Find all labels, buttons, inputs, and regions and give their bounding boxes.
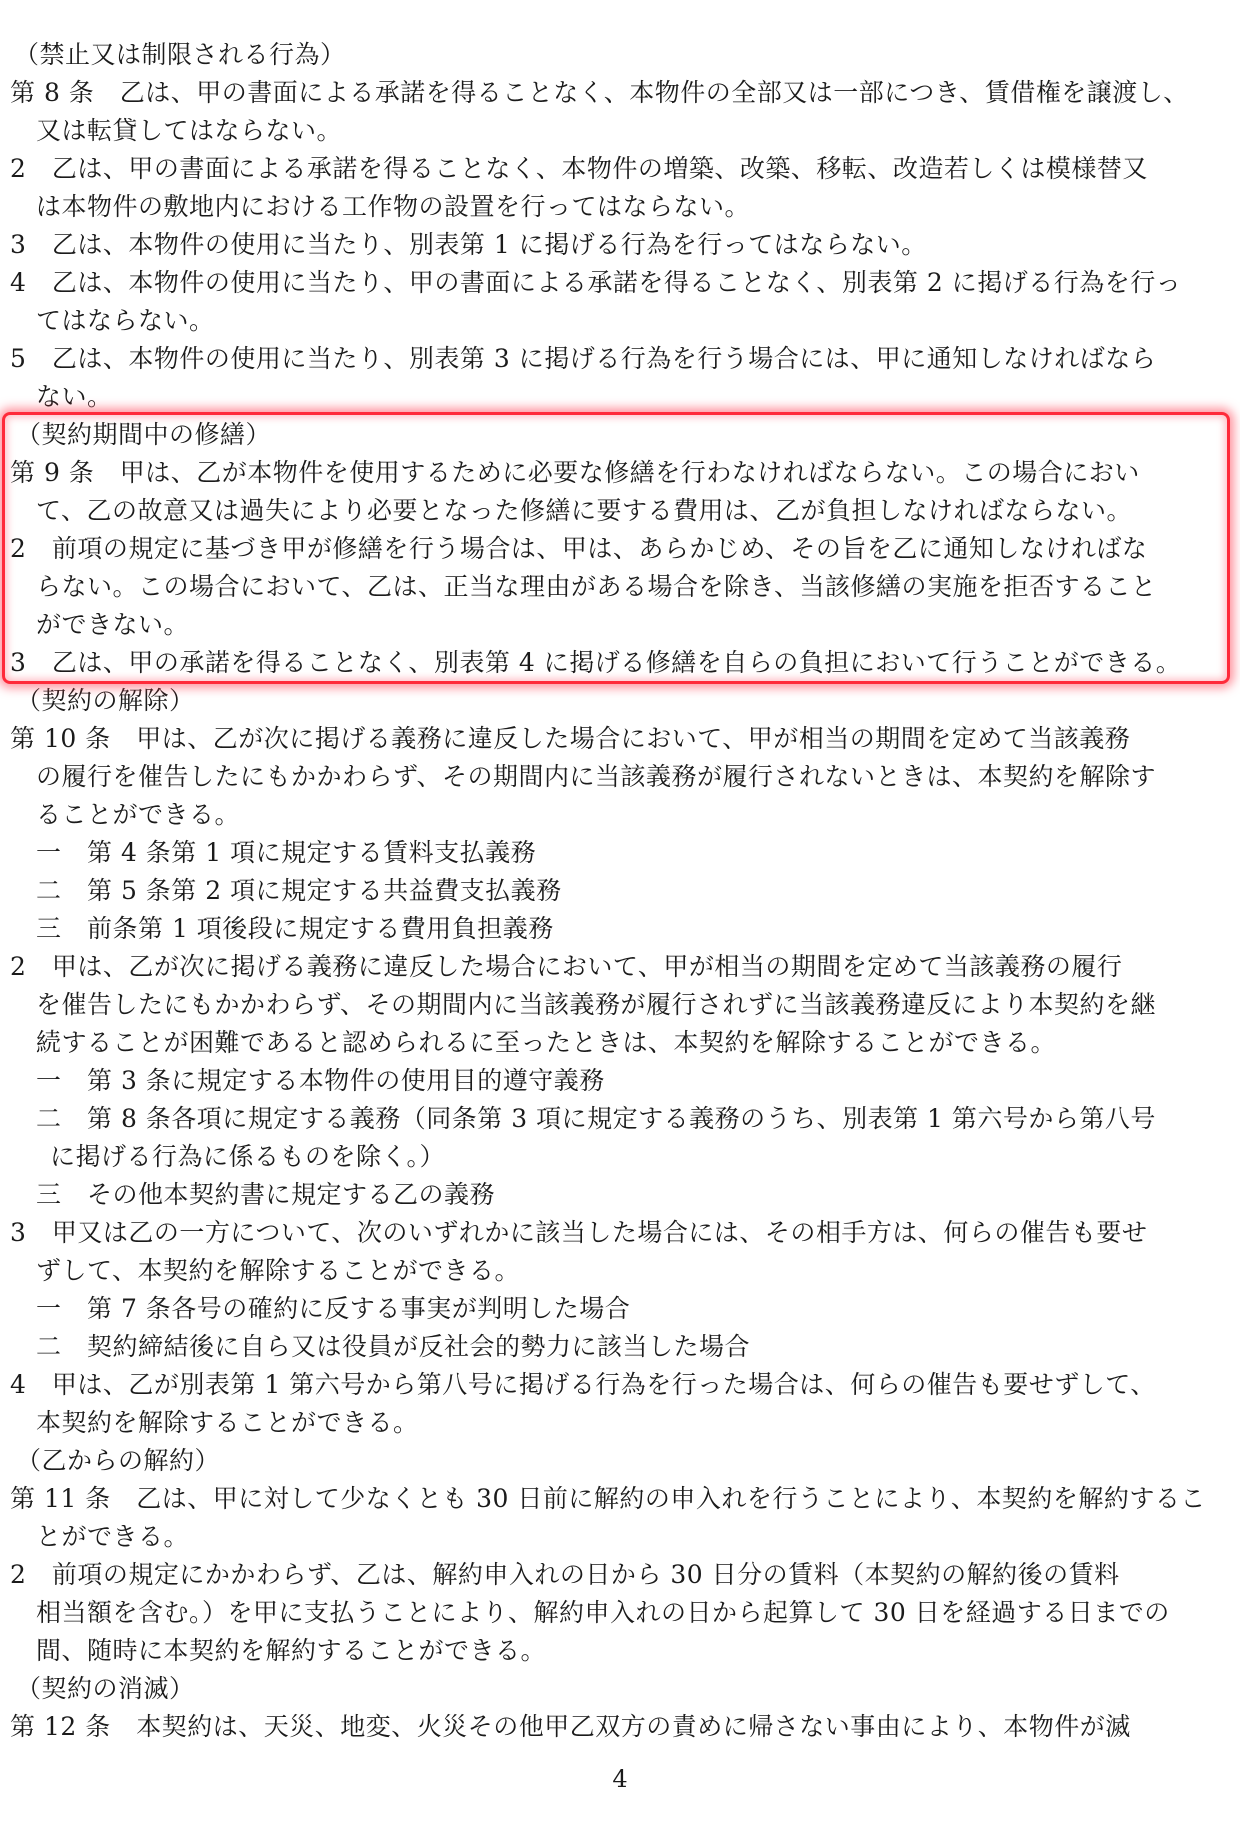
text-line: の履行を催告したにもかかわらず、その期間内に当該義務が履行されないときは、本契約を解除す: [36, 762, 1157, 791]
text-line: とができる。: [36, 1522, 190, 1551]
text-line: （禁止又は制限される行為）: [14, 40, 346, 69]
text-line: て、乙の故意又は過失により必要となった修繕に要する費用は、乙が負担しなければならない。: [36, 496, 1133, 525]
text-line: ることができる。: [36, 800, 241, 829]
text-line: 2 前項の規定にかかわらず、乙は、解約申入れの日から 30 日分の賃料（本契約の解約後の賃料: [10, 1560, 1120, 1589]
page-number: 4: [612, 1765, 628, 1793]
text-line: 二 第 8 条各項に規定する義務（同条第 3 項に規定する義務のうち、別表第 1 第六号から第八号: [36, 1104, 1156, 1133]
text-line: 第 11 条 乙は、甲に対して少なくとも 30 日前に解約の申入れを行うことにより、本契約を解約するこ: [10, 1484, 1206, 1513]
text-line: 三 前条第 1 項後段に規定する費用負担義務: [36, 914, 554, 943]
text-line: 3 乙は、本物件の使用に当たり、別表第 1 に掲げる行為を行ってはならない。: [10, 230, 927, 259]
text-line: らない。この場合において、乙は、正当な理由がある場合を除き、当該修繕の実施を拒否すること: [36, 572, 1157, 601]
text-line: 2 前項の規定に基づき甲が修繕を行う場合は、甲は、あらかじめ、その旨を乙に通知しなければな: [10, 534, 1148, 563]
text-line: 二 契約締結後に自ら又は役員が反社会的勢力に該当した場合: [36, 1332, 751, 1361]
text-line: 一 第 7 条各号の確約に反する事実が判明した場合: [36, 1294, 631, 1323]
text-line: 第 9 条 甲は、乙が本物件を使用するために必要な修繕を行わなければならない。この場合におい: [10, 458, 1140, 487]
text-line: 二 第 5 条第 2 項に規定する共益費支払義務: [36, 876, 562, 905]
text-line: 4 甲は、乙が別表第 1 第六号から第八号に掲げる行為を行った場合は、何らの催告も要せずして、: [10, 1370, 1156, 1399]
text-line: 間、随時に本契約を解約することができる。: [36, 1636, 547, 1665]
text-line: （契約の解除）: [16, 686, 195, 715]
text-line: を催告したにもかかわらず、その期間内に当該義務が履行されずに当該義務違反により本契約を継: [36, 990, 1157, 1019]
text-line: （乙からの解約）: [16, 1446, 221, 1475]
text-line: 一 第 3 条に規定する本物件の使用目的遵守義務: [36, 1066, 605, 1095]
text-line: ない。: [36, 382, 113, 411]
text-line: に掲げる行為に係るものを除く。）: [50, 1142, 446, 1171]
text-line: 2 乙は、甲の書面による承諾を得ることなく、本物件の増築、改築、移転、改造若しくは模様替又: [10, 154, 1148, 183]
text-line: 続することが困難であると認められるに至ったときは、本契約を解除することができる。: [36, 1028, 1057, 1057]
text-line: 又は転貸してはならない。: [36, 116, 343, 145]
text-line: 3 甲又は乙の一方について、次のいずれかに該当した場合には、その相手方は、何らの催告も要せ: [10, 1218, 1148, 1247]
text-line: 2 甲は、乙が次に掲げる義務に違反した場合において、甲が相当の期間を定めて当該義務の履行: [10, 952, 1123, 981]
text-line: 三 その他本契約書に規定する乙の義務: [36, 1180, 496, 1209]
text-line: 相当額を含む。）を甲に支払うことにより、解約申入れの日から起算して 30 日を経過する日までの: [36, 1598, 1170, 1627]
text-line: 第 12 条 本契約は、天災、地変、火災その他甲乙双方の責めに帰さない事由により、本物件が滅: [10, 1712, 1131, 1741]
text-line: ずして、本契約を解除することができる。: [36, 1256, 521, 1285]
text-line: てはならない。: [36, 306, 215, 335]
text-line: 第 8 条 乙は、甲の書面による承諾を得ることなく、本物件の全部又は一部につき、賃借権を譲渡し、: [10, 78, 1189, 107]
text-line: ができない。: [36, 610, 190, 639]
text-line: （契約の消滅）: [16, 1674, 195, 1703]
text-line: 本契約を解除することができる。: [36, 1408, 419, 1437]
text-line: は本物件の敷地内における工作物の設置を行ってはならない。: [36, 192, 751, 221]
text-line: （契約期間中の修繕）: [16, 420, 272, 449]
text-line: 5 乙は、本物件の使用に当たり、別表第 3 に掲げる行為を行う場合には、甲に通知しなければなら: [10, 344, 1157, 373]
text-line: 3 乙は、甲の承諾を得ることなく、別表第 4 に掲げる修繕を自らの負担において行うことができる。: [10, 648, 1182, 677]
text-line: 一 第 4 条第 1 項に規定する賃料支払義務: [36, 838, 537, 867]
text-line: 第 10 条 甲は、乙が次に掲げる義務に違反した場合において、甲が相当の期間を定めて当該義務: [10, 724, 1131, 753]
text-line: 4 乙は、本物件の使用に当たり、甲の書面による承諾を得ることなく、別表第 2 に掲げる行為を行っ: [10, 268, 1182, 297]
